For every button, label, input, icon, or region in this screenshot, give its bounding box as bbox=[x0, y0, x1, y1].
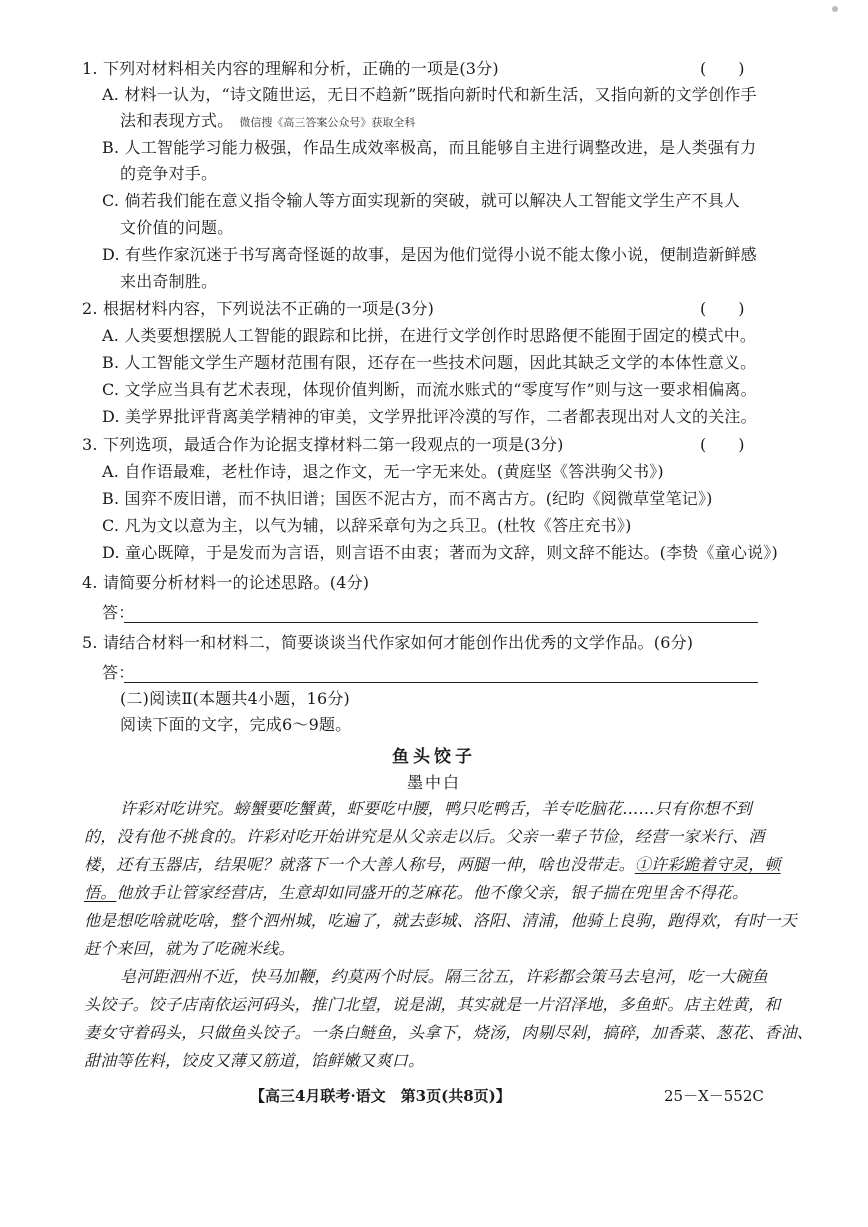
scan-dot bbox=[832, 6, 838, 12]
q5-stem: 5. 请结合材料一和材料二，简要谈谈当代作家如何才能创作出优秀的文学作品。(6分) bbox=[82, 633, 694, 652]
passage-p1-line4 bbox=[84, 882, 748, 904]
q3-option-c: C. 凡为文以意为主，以气为辅，以辞采章句为之兵卫。(杜牧《答庄充书》) bbox=[102, 516, 632, 535]
q2-stem: 2. 根据材料内容，下列说法不正确的一项是(3分) bbox=[82, 299, 435, 318]
passage-underlined-sentence-1-cont: 悟。 bbox=[84, 883, 117, 902]
q3-option-d: D. 童心既障，于是发而为言语，则言语不由衷；著而为文辞，则文辞不能达。(李贽《童心说》) bbox=[102, 543, 778, 562]
passage-p1-line2: 的，没有他不挑食的。许彩对吃开始讲究是从父亲走以后。父亲一辈子节俭，经营一家米行、酒 bbox=[84, 827, 765, 846]
passage-author: 墨中白 bbox=[406, 773, 461, 792]
q1-option-b: B. 人工智能学习能力极强，作品生成效率极高，而且能够自主进行调整改进，是人类强有力 bbox=[102, 138, 757, 157]
q1-option-d-cont: 来出奇制胜。 bbox=[120, 272, 218, 291]
q2-option-a: A. 人类要想摆脱人工智能的跟踪和比拼，在进行文学创作时思路便不能囿于固定的模式中。 bbox=[102, 326, 757, 345]
passage-p1-line4-text: 他放手让管家经营店，生意却如同盛开的芝麻花。他不像父亲，银子揣在兜里舍不得花。 bbox=[116, 883, 749, 902]
passage-p1-line6: 赶个来回，就为了吃碗米线。 bbox=[84, 939, 295, 958]
q1-option-c: C. 倘若我们能在意义指令输人等方面实现新的突破，就可以解决人工智能文学生产不具人 bbox=[102, 191, 741, 210]
q1-option-a-line2: 法和表现方式。 bbox=[120, 111, 234, 130]
passage-p1-line1: 许彩对吃讲究。螃蟹要吃蟹黄，虾要吃中腰，鸭只吃鸭舌，羊专吃脑花……只有你想不到 bbox=[120, 799, 752, 818]
q3-option-a: A. 自作语最难，老杜作诗，退之作文，无一字无来处。(黄庭坚《答洪驹父书》) bbox=[102, 462, 664, 481]
q1-option-a: A. 材料一认为，“诗文随世运，无日不趋新”既指向新时代和新生活，又指向新的文学创作手 bbox=[102, 85, 757, 104]
q1-option-d: D. 有些作家沉迷于书写离奇怪诞的故事，是因为他们觉得小说不能太像小说，便制造新鲜感 bbox=[102, 245, 757, 264]
q1-option-a-cont bbox=[120, 110, 415, 134]
q3-answer-paren[interactable]: ( ) bbox=[700, 435, 745, 454]
passage-p1-line3 bbox=[84, 854, 781, 876]
watermark-text: 微信搜《高三答案公众号》获取全科 bbox=[239, 116, 416, 129]
q2-option-b: B. 人工智能文学生产题材范围有限，还存在一些技术问题，因此其缺乏文学的本体性意义。 bbox=[102, 353, 757, 372]
q2-option-c: C. 文学应当具有艺术表现，体现价值判断，而流水账式的“零度写作”则与这一要求相偏离。 bbox=[102, 380, 757, 399]
q3-option-b: B. 国弈不废旧谱，而不执旧谱；国医不泥古方，而不离古方。(纪昀《阅微草堂笔记》) bbox=[102, 489, 713, 508]
passage-p2-line2: 头饺子。饺子店南依运河码头，推门北望，说是湖，其实就是一片沼泽地，多鱼虾。店主姓黄，和 bbox=[84, 995, 781, 1014]
q1-stem: 1. 下列对材料相关内容的理解和分析，正确的一项是(3分) bbox=[82, 59, 499, 78]
q4-answer-line[interactable] bbox=[124, 622, 758, 623]
passage-underlined-sentence-1: ①许彩跪着守灵，顿 bbox=[634, 855, 781, 874]
q4-answer-label: 答： bbox=[102, 603, 135, 622]
passage-p2-line1: 皂河距泗州不近，快马加鞭，约莫两个时辰。隔三岔五，许彩都会策马去皂河，吃一大碗鱼 bbox=[120, 967, 769, 986]
section-instruction: 阅读下面的文字，完成6～9题。 bbox=[120, 715, 352, 734]
q5-answer-label: 答： bbox=[102, 663, 135, 682]
q4-stem: 4. 请简要分析材料一的论述思路。(4分) bbox=[82, 573, 370, 592]
q5-answer-line[interactable] bbox=[124, 682, 758, 683]
section-heading: (二)阅读Ⅱ(本题共4小题，16分) bbox=[120, 689, 350, 708]
passage-title: 鱼头饺子 bbox=[392, 747, 476, 767]
exam-code: 25－X－552C bbox=[664, 1087, 764, 1105]
q1-option-c-cont: 文价值的问题。 bbox=[120, 218, 234, 237]
q2-option-d: D. 美学界批评背离美学精神的审美，文学界批评冷漠的写作，二者都表现出对人文的关注。 bbox=[102, 407, 757, 426]
q3-stem: 3. 下列选项，最适合作为论据支撑材料二第一段观点的一项是(3分) bbox=[82, 435, 564, 454]
q1-answer-paren[interactable]: ( ) bbox=[700, 59, 745, 78]
q2-answer-paren[interactable]: ( ) bbox=[700, 299, 745, 318]
page-footer: 【高三4月联考·语文 第3页(共8页)】 bbox=[250, 1087, 511, 1105]
q1-option-b-cont: 的竞争对手。 bbox=[120, 164, 218, 183]
passage-p2-line4: 甜油等佐料，饺皮又薄又筋道，馅鲜嫩又爽口。 bbox=[84, 1051, 425, 1070]
passage-p1-line5: 他是想吃啥就吃啥，整个泗州城，吃遍了，就去彭城、洛阳、清浦，他骑上良驹，跑得欢，有时一天 bbox=[84, 911, 797, 930]
passage-p1-line3-text: 楼，还有玉器店，结果呢？就落下一个大善人称号，两腿一伸，啥也没带走。 bbox=[84, 855, 635, 874]
passage-p2-line3: 妻女守着码头，只做鱼头饺子。一条白鲢鱼，头拿下，烧汤，肉剔尽剁，搞碎，加香菜、葱花、香油、 bbox=[84, 1023, 814, 1042]
